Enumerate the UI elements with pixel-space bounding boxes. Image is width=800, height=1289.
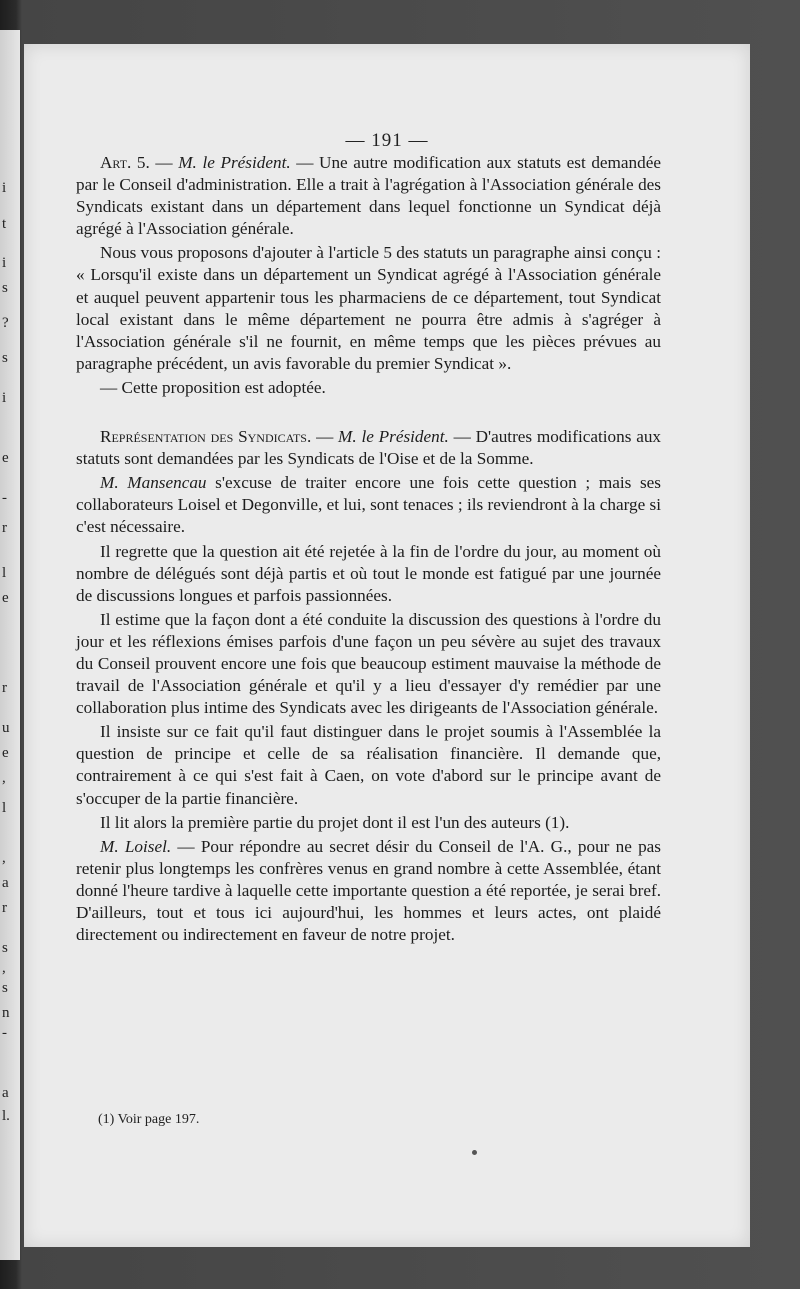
margin-glyph: n bbox=[2, 1005, 10, 1021]
margin-glyph: i bbox=[2, 390, 7, 406]
paragraph: — Cette proposition est adoptée. bbox=[100, 377, 326, 397]
margin-glyph: s bbox=[2, 280, 8, 296]
paragraph: Nous vous proposons d'ajouter à l'article 5 des statuts un paragraphe ainsi conçu : « Lorsqu'il existe dans un département un Syndicat agrégé à l'Association générale et auquel peuvent appartenir tous les pharmaciens de ce département, tout Syndicat local existant dans le même département ne pourra être admis à s'agréger à l'Association générale s'il ne fournit, en même temps que les pièces prévues au paragraphe précédent, un avis favorable du premier Syndicat ». bbox=[76, 243, 661, 373]
paragraph-text: s'excuse de traiter encore une fois cette question ; mais ses collaborateurs Loisel et Degonville, et lui, sont tenaces ; ils reviendront à la charge si c'est nécessaire. bbox=[76, 473, 661, 537]
speaker-name: M. Loisel. bbox=[100, 836, 172, 856]
margin-glyph: r bbox=[2, 900, 7, 916]
paragraph-mansencau bbox=[76, 472, 661, 538]
margin-glyph: l. bbox=[2, 1108, 10, 1124]
margin-glyph: l bbox=[2, 800, 7, 816]
margin-glyph: t bbox=[2, 216, 7, 232]
margin-glyph: i bbox=[2, 255, 7, 271]
lead-separator: — bbox=[149, 153, 179, 172]
margin-glyph: , bbox=[2, 770, 6, 786]
speaker-name: M. Mansencau bbox=[100, 473, 207, 493]
margin-glyph: e bbox=[2, 450, 9, 466]
page-body bbox=[76, 152, 661, 946]
paragraph: Il insiste sur ce fait qu'il faut distinguer dans le projet soumis à l'Assemblée la question de principe et celle de sa réalisation financière. Il demande que, contrairement à ce qui s'est fait à Caen, on vote d'abord sur le principe avant de s'occuper de la partie financière. bbox=[76, 722, 661, 808]
speaker-name: M. le Président. bbox=[178, 153, 291, 172]
page-number: — 191 — bbox=[345, 130, 429, 151]
ink-speck bbox=[472, 1150, 477, 1155]
paragraph-loisel bbox=[76, 836, 661, 946]
paragraph: Il estime que la façon dont a été conduite la discussion des questions à l'ordre du jour et les réflexions émises parfois d'une façon un peu sévère au sujet des travaux du Conseil prouvent encore une fois que beaucoup estiment mauvaise la méthode de travail de l'Association générale et qu'il y a lieu d'essayer d'y remédier par une collaboration plus intime des Syndicats avec les dirigeants de l'Association générale. bbox=[76, 609, 661, 718]
margin-glyph: u bbox=[2, 720, 10, 736]
margin-glyph: - bbox=[2, 490, 7, 506]
paragraph: Il lit alors la première partie du projet dont il est l'un des auteurs (1). bbox=[100, 812, 570, 832]
margin-glyph: a bbox=[2, 875, 9, 891]
paragraph-text: — Pour répondre au secret désir du Conseil de l'A. G., pour ne pas retenir plus longtemps les confrères venus en grand nombre à cette Assemblée, étant donné l'heure tardive à laquelle cette importante question a été reportée, je serai bref. D'ailleurs, tout et tous ici aujourd'hui, les hommes et leurs actes, ont plaidé directement ou indirectement en faveur de notre projet. bbox=[76, 836, 661, 945]
paragraph: Il regrette que la question ait été rejetée à la fin de l'ordre du jour, au moment où nombre de délégués sont déjà partis et où tout le monde est fatigué par une journée de discussions longues et parfois passionnées. bbox=[76, 541, 661, 605]
book-page bbox=[24, 44, 750, 1247]
footnote: (1) Voir page 197. bbox=[98, 1112, 200, 1127]
margin-glyph: l bbox=[2, 565, 7, 581]
margin-glyph: r bbox=[2, 520, 7, 536]
section-lead: Représentation des Syndicats. bbox=[100, 427, 312, 447]
lead-separator: — bbox=[311, 427, 339, 447]
margin-glyph: r bbox=[2, 680, 7, 696]
margin-glyph: , bbox=[2, 960, 6, 976]
margin-glyph: s bbox=[2, 350, 8, 366]
section-lead: Art. 5. bbox=[100, 153, 150, 172]
margin-glyph: i bbox=[2, 180, 7, 196]
paragraph-text: — D'autres modifications aux statuts sont demandées par les Syndicats de l'Oise et de la Somme. bbox=[76, 427, 662, 469]
margin-glyph: s bbox=[2, 980, 8, 996]
margin-glyph: - bbox=[2, 1025, 7, 1041]
margin-glyph: a bbox=[2, 1085, 9, 1101]
margin-glyph: e bbox=[2, 745, 9, 761]
paragraph-text: — Une autre modification aux statuts est demandée par le Conseil d'administration. Elle a trait à l'agrégation à l'Association générale des Syndicats existant dans un département dans lequel fonctionne un Syndicat déjà agrégé à l'Association générale. bbox=[76, 153, 662, 239]
speaker-name: M. le Président. bbox=[338, 427, 449, 447]
margin-glyph: e bbox=[2, 590, 9, 606]
margin-glyph: , bbox=[2, 850, 6, 866]
margin-glyph: ? bbox=[2, 315, 9, 331]
paragraph-article-5 bbox=[76, 152, 661, 240]
margin-glyph: s bbox=[2, 940, 8, 956]
paragraph-representation bbox=[76, 426, 661, 470]
facing-page-edge bbox=[0, 30, 20, 1260]
